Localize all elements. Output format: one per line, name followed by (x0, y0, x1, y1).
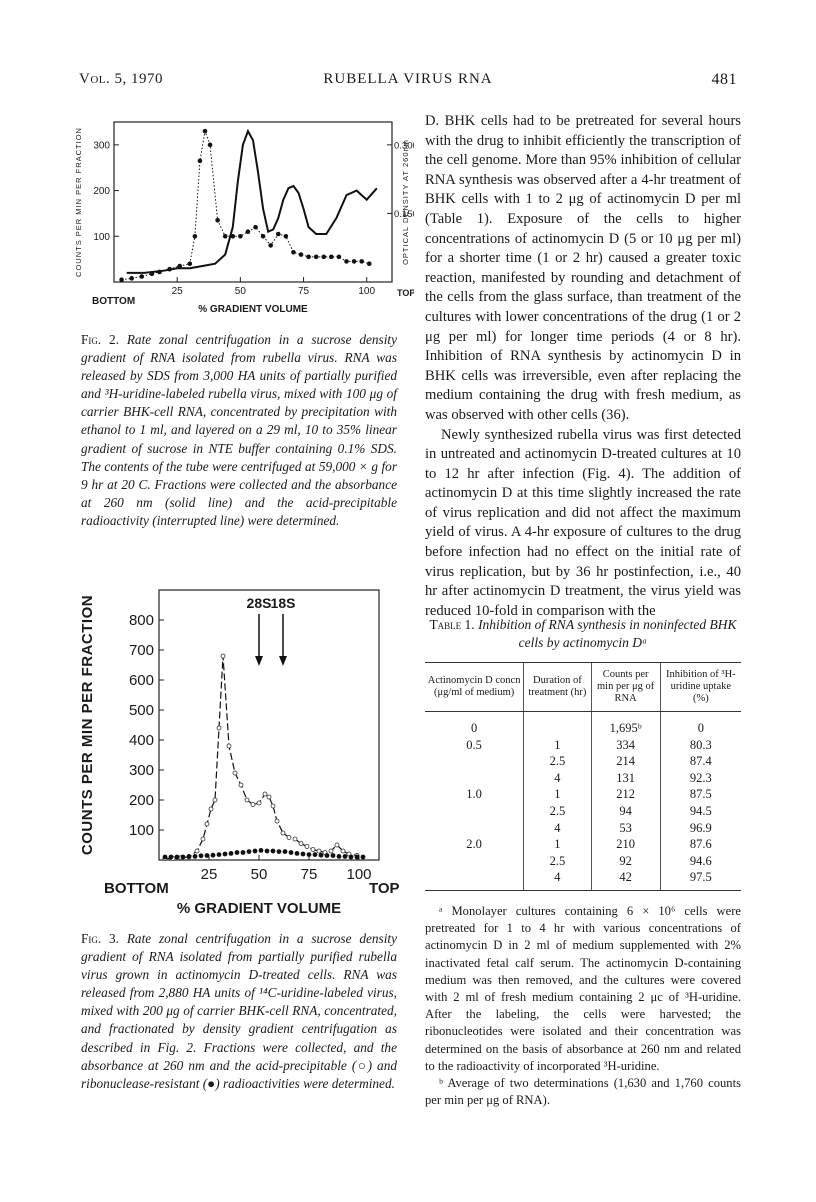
ribonuclease-resistant-point (223, 852, 228, 857)
table-cell (425, 853, 524, 870)
figure-2-caption (81, 331, 397, 530)
table-cell: 2.5 (524, 753, 591, 770)
top-label: TOP (369, 880, 400, 897)
acid-precipitable-point (239, 783, 243, 787)
acid-precipitable-point (201, 837, 205, 841)
figure-2-caption-text: Rate zonal centrifugation in a sucrose density gradient of RNA isolated from rubella virus. RNA was released by SDS from 3,000 HA units of partially purified and ³H-uridine-labeled rubella virus, mixed with 100 μg of carrier BHK-cell RNA, concentrated by precipitation with ethanol to 1 ml, and layered on a 29 ml, 10 to 35% linear gradient of sucrose in NTE buffer containing 0.1% SDS. The contents of the tube were centrifuged at 59,000 × g for 9 hr at 20 C. Fractions were collected and the absorbance at 260 nm (solid line) and the acid-precipitable radioactivity (interrupted line) were determined. (81, 332, 397, 528)
table-row (425, 853, 741, 870)
acid-precipitable-point (299, 842, 303, 846)
acid-precipitable-point (271, 804, 275, 808)
table-cell: 94 (591, 803, 660, 820)
table-row (425, 753, 741, 770)
figure-3 (74, 580, 414, 925)
radioactivity-point (150, 271, 155, 276)
ribonuclease-resistant-point (253, 849, 258, 854)
ribonuclease-resistant-point (313, 852, 318, 857)
acid-precipitable-point (287, 836, 291, 840)
figure-3-caption-lead: Fig. 3. (81, 931, 119, 946)
col-header-concn: Actinomycin D concn (μg/ml of medium) (425, 663, 524, 712)
ribonuclease-resistant-point (277, 849, 282, 854)
table-cell: 53 (591, 820, 660, 837)
radioactivity-point (129, 276, 134, 281)
ribonuclease-resistant-point (295, 851, 300, 856)
table-row (425, 737, 741, 754)
table-cell: 1,695ᵇ (591, 712, 660, 737)
y-tick-label: 700 (128, 642, 154, 659)
radioactivity-point (329, 255, 334, 260)
y-tick-label: 400 (128, 732, 154, 749)
x-axis-label: % GRADIENT VOLUME (198, 304, 308, 315)
radioactivity-point (299, 252, 304, 257)
top-label: TOP (397, 288, 414, 298)
ribonuclease-resistant-point (301, 852, 306, 857)
table-1-footnotes (425, 903, 741, 1109)
marker-28s-arrowhead (255, 656, 263, 666)
radioactivity-point (119, 277, 124, 282)
table-cell: 1 (524, 786, 591, 803)
y-tick-label: 800 (128, 612, 154, 629)
table-cell (425, 820, 524, 837)
table-row (425, 786, 741, 803)
acid-precipitable-point (305, 845, 309, 849)
radioactivity-point (253, 225, 258, 230)
bottom-label: BOTTOM (92, 296, 136, 307)
radioactivity-point (367, 261, 372, 266)
acid-precipitable-point (293, 837, 297, 841)
table-cell: 0.5 (466, 737, 482, 752)
radioactivity-point (246, 229, 251, 234)
table-cell: 87.5 (660, 786, 741, 803)
acid-precipitable-point (245, 798, 249, 802)
ribonuclease-resistant-point (343, 854, 348, 859)
ribonuclease-resistant-point (325, 853, 330, 858)
radioactivity-point (268, 243, 273, 248)
ribonuclease-resistant-point (241, 850, 246, 855)
table-1-body (425, 712, 741, 891)
marker-18s-arrowhead (279, 656, 287, 666)
x-tick-label: 100 (346, 866, 372, 883)
ribonuclease-resistant-point (217, 852, 222, 857)
table-cell: 0 (660, 712, 741, 737)
ribonuclease-resistant-point (355, 855, 360, 860)
figure-2 (74, 112, 414, 327)
y-tick-label: 300 (128, 762, 154, 779)
radioactivity-point (314, 255, 319, 260)
paragraph-1: D. BHK cells had to be pretreated for several hours with the drug to inhibit efficiently the transcription of the cell genome. More than 95% inhibition of cellular RNA synthesis was observed after a 4-hr treatment of BHK cells with 1 to 2 μg of actinomycin D per ml (Table 1). Exposure of the cells to higher concentrations of actinomycin D (5 or 10 μg per ml) for a shorter time (1 or 2 hr) caused a greater toxic reaction, manifested by rounding and detachment of the cells from the glass surface, than treatment of the cultures with lower concentrations of the drug (1 or 2 μg per ml) for longer time periods (4 or 8 hr). Inhibition of RNA synthesis by actinomycin D in BHK cells was irreversible, even after replacing the medium containing the drug with fresh medium, as was observed with other cells (36). (425, 113, 741, 423)
table-cell (425, 803, 524, 820)
ribonuclease-resistant-point (199, 853, 204, 858)
acid-precipitable-point (209, 807, 213, 811)
figure-3-chart (74, 580, 414, 925)
acid-precipitable-point (335, 843, 339, 847)
radioactivity-point (291, 250, 296, 255)
radioactivity-point (140, 274, 145, 279)
table-cell (425, 753, 524, 770)
ribonuclease-resistant-point (235, 850, 240, 855)
radioactivity-point (157, 270, 162, 275)
ribonuclease-resistant-point (337, 854, 342, 859)
table-cell: 210 (591, 836, 660, 853)
ribonuclease-resistant-point (283, 849, 288, 854)
x-tick-label: 25 (200, 866, 218, 883)
acid-precipitable-point (267, 795, 271, 799)
radioactivity-point (208, 143, 213, 148)
ribonuclease-resistant-point (211, 853, 216, 858)
table-row (425, 712, 741, 737)
table-row (425, 836, 741, 853)
y-axis-label: COUNTS PER MIN PER FRACTION (79, 594, 96, 856)
table-cell (425, 869, 524, 890)
acid-precipitable-line (165, 656, 357, 859)
acid-precipitable-point (217, 726, 221, 730)
y-axis-label: COUNTS PER MIN PER FRACTION (74, 127, 83, 277)
table-cell: 42 (591, 869, 660, 890)
bottom-label: BOTTOM (104, 880, 169, 897)
table-row (425, 803, 741, 820)
table-cell (425, 770, 524, 787)
x-tick-label: 75 (297, 286, 310, 297)
y2-axis-label: OPTICAL DENSITY AT 260nm (401, 139, 410, 265)
acid-precipitable-point (257, 801, 261, 805)
acid-precipitable-point (275, 819, 279, 823)
x-tick-label: 50 (250, 866, 268, 883)
figure-3-caption (81, 930, 397, 1093)
radioactivity-point (215, 218, 220, 223)
y2-tick-label: 0.30 (394, 140, 413, 152)
table-cell: 96.9 (660, 820, 741, 837)
ribonuclease-resistant-point (271, 849, 276, 854)
absorbance-line (127, 131, 377, 273)
col-header-counts: Counts per min per μg of RNA (591, 663, 660, 712)
acid-precipitable-point (311, 848, 315, 852)
table-cell: 4 (524, 869, 591, 890)
x-tick-label: 100 (358, 286, 376, 297)
ribonuclease-resistant-point (181, 855, 186, 860)
table-cell: 334 (591, 737, 660, 754)
marker-28s-label: 28S (246, 595, 272, 611)
acid-precipitable-point (205, 822, 209, 826)
ribonuclease-resistant-point (193, 854, 198, 859)
acid-precipitable-point (221, 654, 225, 658)
radioactivity-point (230, 234, 235, 239)
radioactivity-point (337, 255, 342, 260)
radioactivity-point (167, 267, 172, 272)
x-tick-label: 75 (300, 866, 318, 883)
table-cell: 214 (591, 753, 660, 770)
table-cell: 94.6 (660, 853, 741, 870)
table-1-grid (425, 662, 741, 891)
radioactivity-point (276, 232, 281, 237)
table-cell: 131 (591, 770, 660, 787)
ribonuclease-resistant-point (259, 848, 264, 853)
page-number: 481 (711, 71, 737, 88)
figure-3-caption-text: Rate zonal centrifugation in a sucrose density gradient of RNA isolated from partially purified rubella virus grown in actinomycin D-treated cells. RNA was released from 2,880 HA units of ¹⁴C-uridine-labeled virus, mixed with 200 μg of carrier BHK-cell RNA, concentrated, and fractionated by density gradient centrifugation as described in Fig. 2. Fractions were collected, and the absorbance at 260 nm and the acid-precipitable (○) and ribonuclease-resistant (●) radioactivities were determined. (81, 931, 397, 1091)
table-1 (425, 616, 741, 1109)
journal-volume: Vol. 5, 1970 (79, 71, 163, 87)
table-cell: 2.5 (524, 853, 591, 870)
acid-precipitable-point (233, 771, 237, 775)
table-cell: 1.0 (466, 787, 482, 802)
acid-precipitable-point (281, 831, 285, 835)
radioactivity-point (203, 129, 208, 134)
ribonuclease-resistant-point (361, 855, 366, 860)
radioactivity-point (352, 259, 357, 264)
y-tick-label: 500 (128, 702, 154, 719)
ribonuclease-resistant-point (163, 855, 168, 860)
table-cell: 2.5 (524, 803, 591, 820)
ribonuclease-resistant-point (307, 852, 312, 857)
ribonuclease-resistant-point (169, 855, 174, 860)
figure-2-chart (74, 112, 414, 327)
ribonuclease-resistant-point (187, 854, 192, 859)
radioactivity-point (321, 255, 326, 260)
ribonuclease-resistant-point (175, 855, 180, 860)
radioactivity-point (177, 264, 182, 269)
table-cell: 212 (591, 786, 660, 803)
acid-precipitable-point (227, 744, 231, 748)
table-cell: 4 (524, 770, 591, 787)
radioactivity-point (188, 261, 193, 266)
col-header-duration: Duration of treatment (hr) (524, 663, 591, 712)
table-cell: 1 (524, 836, 591, 853)
x-tick-label: 50 (234, 286, 246, 297)
acid-precipitable-point (341, 849, 345, 853)
col-header-inhibition: Inhibition of ³H-uridine uptake (%) (660, 663, 741, 712)
y-tick-label: 100 (93, 231, 110, 243)
table-cell: 92 (591, 853, 660, 870)
radioactivity-point (193, 234, 198, 239)
table-cell: 97.5 (660, 869, 741, 890)
y-tick-label: 200 (128, 792, 154, 809)
table-cell: 2.0 (466, 837, 482, 852)
running-title: RUBELLA VIRUS RNA (323, 71, 493, 87)
table-cell: 80.3 (660, 737, 741, 754)
table-cell: 94.5 (660, 803, 741, 820)
table-cell: 87.6 (660, 836, 741, 853)
table-cell: 87.4 (660, 753, 741, 770)
ribonuclease-resistant-point (247, 849, 252, 854)
table-row (425, 770, 741, 787)
ribonuclease-resistant-point (229, 851, 234, 856)
y-tick-label: 600 (128, 672, 154, 689)
plot-frame (159, 590, 379, 860)
radioactivity-point (284, 234, 289, 239)
y2-tick-label: 0.15 (394, 208, 413, 220)
acid-precipitable-point (317, 849, 321, 853)
footnote-a: ᵃ Monolayer cultures containing 6 × 10⁶ cells were pretreated for 1 to 4 hr with various concentrations of actinomycin D in 2 ml of medium supplemented with 2% inactivated fetal calf serum. The actinomycin D-containing medium was then removed, and the cultures were covered with 2 ml of fresh medium containing 2 μc of ³H-uridine. After the labeling, the cells were harvested; the ribonucleotides were isolated and their concentration was determined on the basis of absorbance at 260 nm and related to the radioactivity of incorporated ³H-uridine. (425, 903, 741, 1073)
table-cell: 1 (524, 737, 591, 754)
x-tick-label: 25 (171, 286, 183, 297)
acid-precipitable-point (329, 849, 333, 853)
radioactivity-point (306, 255, 311, 260)
figure-2-caption-lead: Fig. 2. (81, 332, 119, 347)
table-1-title-lead: Table 1. (429, 617, 475, 632)
body-text (425, 112, 741, 621)
acid-precipitable-point (195, 849, 199, 853)
table-1-title (425, 616, 741, 652)
table-cell: 92.3 (660, 770, 741, 787)
radioactivity-point (223, 234, 228, 239)
footnote-b: ᵇ Average of two determinations (1,630 and 1,760 counts per min per μg of RNA). (425, 1075, 741, 1108)
ribonuclease-resistant-point (349, 855, 354, 860)
radioactivity-point (198, 159, 203, 164)
table-row (425, 820, 741, 837)
ribonuclease-resistant-point (265, 849, 270, 854)
ribonuclease-resistant-point (205, 853, 210, 858)
acid-precipitable-point (263, 792, 267, 796)
y-tick-label: 100 (128, 822, 154, 839)
marker-18s-label: 18S (270, 595, 296, 611)
table-cell: 0 (470, 721, 478, 735)
radioactivity-point (238, 234, 243, 239)
radioactivity-point (359, 259, 364, 264)
paragraph-2: Newly synthesized rubella virus was first detected in untreated and actinomycin D-treated cultures at 10 to 12 hr after infection (Fig. 4). The addition of actinomycin D at this time slightly increased the rate of virus replication and did not affect the maximum yield of virus. A 4-hr exposure of cultures to the drug before infection had no effect on the initial rate of virus replication, but by 36 hr postinfection, i.e., 40 hr after actinomycin D treatment, the virus yield was reduced 10-fold in comparison with the (425, 426, 741, 619)
y-tick-label: 300 (93, 140, 110, 152)
table-header-row (425, 663, 741, 712)
ribonuclease-resistant-point (319, 853, 324, 858)
acid-precipitable-point (251, 803, 255, 807)
ribonuclease-resistant-point (289, 850, 294, 855)
ribonuclease-resistant-point (331, 853, 336, 858)
table-1-title-text: Inhibition of RNA synthesis in noninfected BHK cells by actinomycin Dᵃ (478, 617, 737, 650)
table-cell: 4 (524, 820, 591, 837)
x-axis-label: % GRADIENT VOLUME (176, 900, 342, 917)
radioactivity-point (261, 234, 266, 239)
table-cell (524, 712, 591, 737)
radioactivity-point (344, 259, 349, 264)
acid-precipitable-point (213, 798, 217, 802)
table-row (425, 869, 741, 890)
y-tick-label: 200 (93, 186, 110, 198)
